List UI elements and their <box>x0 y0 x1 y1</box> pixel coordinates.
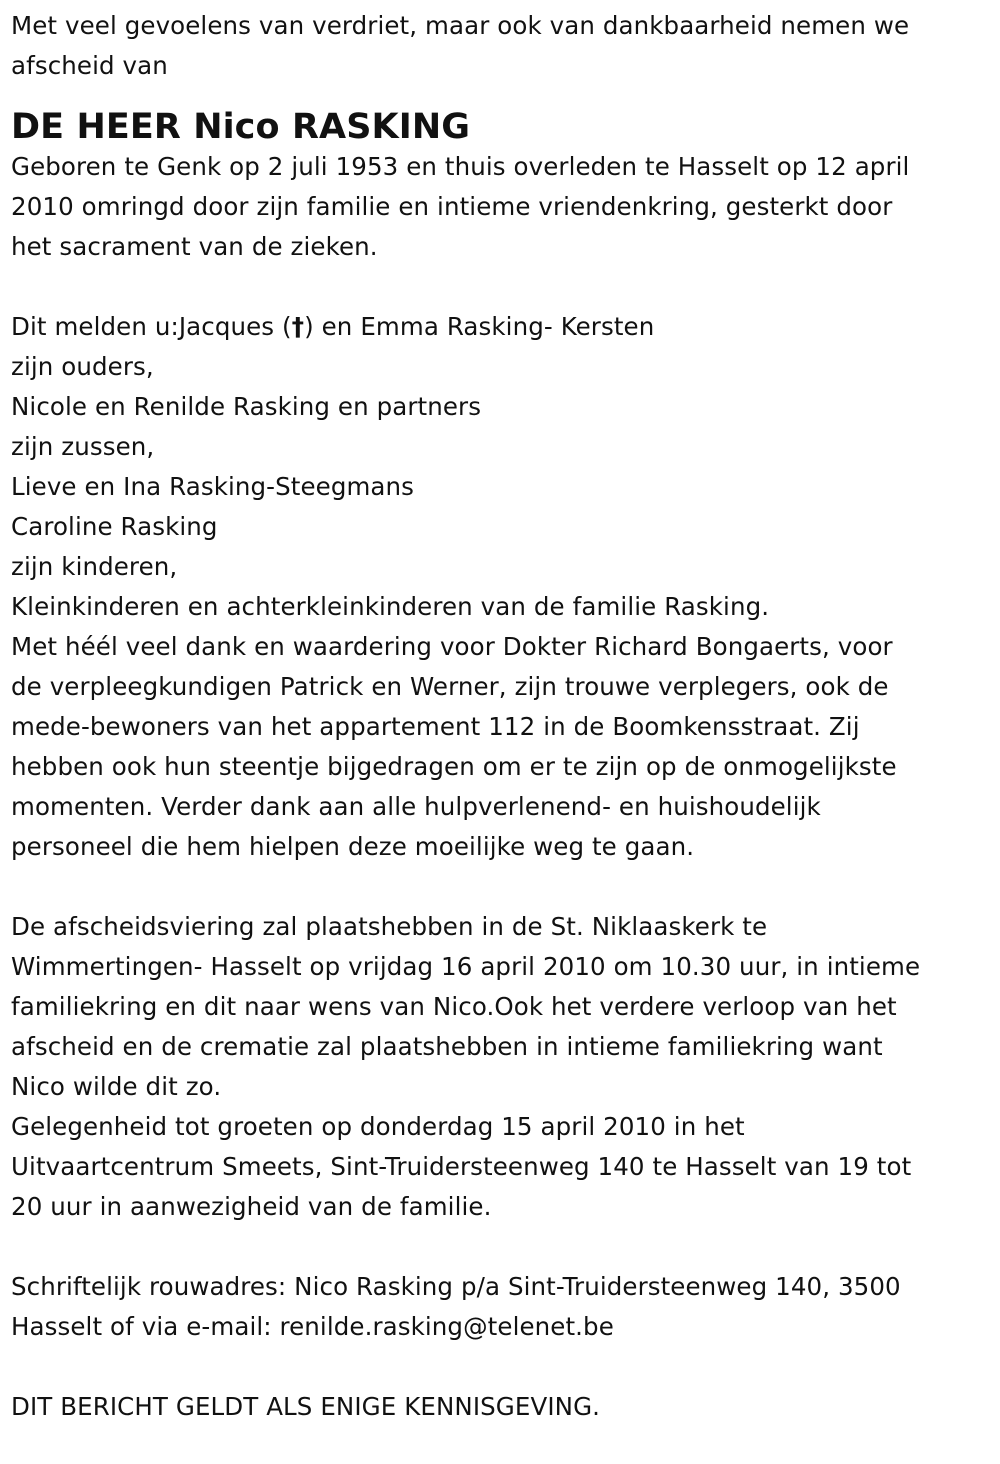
ceremony-line: afscheid en de crematie zal plaatshebben in intieme familiekring want <box>11 1032 883 1061</box>
obituary-notice <box>11 6 996 1427</box>
birth-line: het sacrament van de zieken. <box>11 232 378 261</box>
parents-prefix: Dit melden u:Jacques ( <box>11 312 292 341</box>
paragraph-gap <box>11 1227 996 1267</box>
birth-death-paragraph <box>11 147 996 267</box>
paragraph-gap <box>11 1347 996 1387</box>
thanks-line: de verpleegkundigen Patrick en Werner, zijn trouwe verplegers, ook de <box>11 672 889 701</box>
ceremony-paragraph <box>11 907 996 1107</box>
birth-line: 2010 omringd door zijn familie en intieme vriendenkring, gesterkt door <box>11 192 893 221</box>
visitation-paragraph <box>11 1107 996 1227</box>
deceased-name-heading: DE HEER Nico RASKING <box>11 107 471 147</box>
thanks-paragraph <box>11 627 996 867</box>
thanks-line: hebben ook hun steentje bijgedragen om er te zijn op de onmogelijkste <box>11 752 897 781</box>
thanks-line: momenten. Verder dank aan alle hulpverlenend- en huishoudelijk <box>11 792 821 821</box>
address-line: Hasselt of via e-mail: renilde.rasking@telenet.be <box>11 1312 614 1341</box>
ceremony-line: De afscheidsviering zal plaatshebben in de St. Niklaaskerk te <box>11 912 768 941</box>
grandchildren-line: Kleinkinderen en achterkleinkinderen van de familie Rasking. <box>11 592 770 621</box>
parents-role: zijn ouders, <box>11 352 154 381</box>
family-list <box>11 307 996 627</box>
thanks-line: mede-bewoners van het appartement 112 in de Boomkensstraat. Zij <box>11 712 860 741</box>
paragraph-gap <box>11 267 996 307</box>
birth-line: Geboren te Genk op 2 juli 1953 en thuis overleden te Hasselt op 12 april <box>11 152 910 181</box>
intro-paragraph <box>11 6 996 86</box>
intro-line: Met veel gevoelens van verdriet, maar ook van dankbaarheid nemen we <box>11 11 910 40</box>
intro-line: afscheid van <box>11 51 168 80</box>
thanks-line: personeel die hem hielpen deze moeilijke weg te gaan. <box>11 832 695 861</box>
ceremony-line: familiekring en dit naar wens van Nico.Ook het verdere verloop van het <box>11 992 897 1021</box>
visitation-line: Gelegenheid tot groeten op donderdag 15 april 2010 in het <box>11 1112 745 1141</box>
mourning-address-paragraph <box>11 1267 996 1347</box>
child-line: Lieve en Ina Rasking-Steegmans <box>11 472 415 501</box>
ceremony-line: Wimmertingen- Hasselt op vrijdag 16 april 2010 om 10.30 uur, in intieme <box>11 952 921 981</box>
parents-suffix: ) en Emma Rasking- Kersten <box>304 312 655 341</box>
sisters-role: zijn zussen, <box>11 432 155 461</box>
visitation-line: Uitvaartcentrum Smeets, Sint-Truidersteenweg 140 te Hasselt van 19 tot <box>11 1152 912 1181</box>
closing-notice: DIT BERICHT GELDT ALS ENIGE KENNISGEVING. <box>11 1392 601 1421</box>
thanks-line: Met héél veel dank en waardering voor Dokter Richard Bongaerts, voor <box>11 632 893 661</box>
sisters-line: Nicole en Renilde Rasking en partners <box>11 392 482 421</box>
paragraph-gap <box>11 867 996 907</box>
child-line: Caroline Rasking <box>11 512 218 541</box>
address-line: Schriftelijk rouwadres: Nico Rasking p/a Sint-Truidersteenweg 140, 3500 <box>11 1272 901 1301</box>
parents-line <box>11 307 996 347</box>
visitation-line: 20 uur in aanwezigheid van de familie. <box>11 1192 492 1221</box>
ceremony-line: Nico wilde dit zo. <box>11 1072 222 1101</box>
cross-icon: † <box>291 312 305 341</box>
children-role: zijn kinderen, <box>11 552 178 581</box>
